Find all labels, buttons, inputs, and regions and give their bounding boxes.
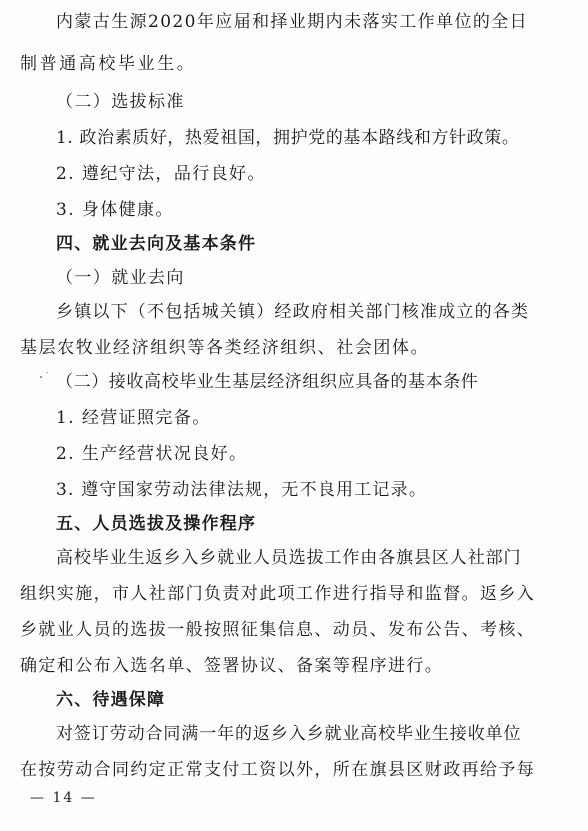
list-item: 2. 生产经营状况良好。 xyxy=(56,444,248,464)
section-subheading: （一）就业去向 xyxy=(56,268,185,288)
list-item: 3. 遵守国家劳动法律法规，无不良用工记录。 xyxy=(56,480,428,500)
text-line: 乡就业人员的选拔一般按照征集信息、动员、发布公告、考核、 xyxy=(20,620,536,640)
section-subheading: （二）接收高校毕业生基层经济组织应具备的基本条件 xyxy=(56,372,479,392)
text-line: 制普通高校毕业生。 xyxy=(20,54,197,74)
text-line: 确定和公布入选名单、签署协议、备案等程序进行。 xyxy=(20,656,444,676)
text-line: 内蒙古生源2020年应届和择业期内未落实工作单位的全日 xyxy=(56,12,529,32)
list-item: 2. 遵纪守法，品行良好。 xyxy=(56,164,266,184)
list-item: 1. 政治素质好，热爱祖国，拥护党的基本路线和方针政策。 xyxy=(56,128,520,148)
text-line: 组织实施，市人社部门负责对此项工作进行指导和监督。返乡入 xyxy=(20,584,536,604)
section-heading: 五、人员选拔及操作程序 xyxy=(56,514,257,534)
text-line: 乡镇以下（不包括城关镇）经政府相关部门核准成立的各类 xyxy=(56,302,530,322)
list-item: 1. 经营证照完备。 xyxy=(56,408,211,428)
text-line: 在按劳动合同约定正常支付工资以外，所在旗县区财政再给予每 xyxy=(20,760,536,780)
text-line: 高校毕业生返乡入乡就业人员选拔工作由各旗县区人社部门 xyxy=(56,548,522,568)
section-heading: 六、待遇保障 xyxy=(56,690,166,710)
text-line: 基层农牧业经济组织等各类经济组织、社会团体。 xyxy=(20,338,430,358)
list-item: 3. 身体健康。 xyxy=(56,200,174,220)
scan-speck xyxy=(40,376,42,378)
scan-speck xyxy=(47,372,48,373)
section-heading: 四、就业去向及基本条件 xyxy=(56,234,257,254)
page-number: — 14 — xyxy=(30,790,97,806)
text-line: 对签订劳动合同满一年的返乡入乡就业高校毕业生接收单位 xyxy=(56,724,522,744)
section-subheading: （二）选拔标准 xyxy=(56,92,185,112)
